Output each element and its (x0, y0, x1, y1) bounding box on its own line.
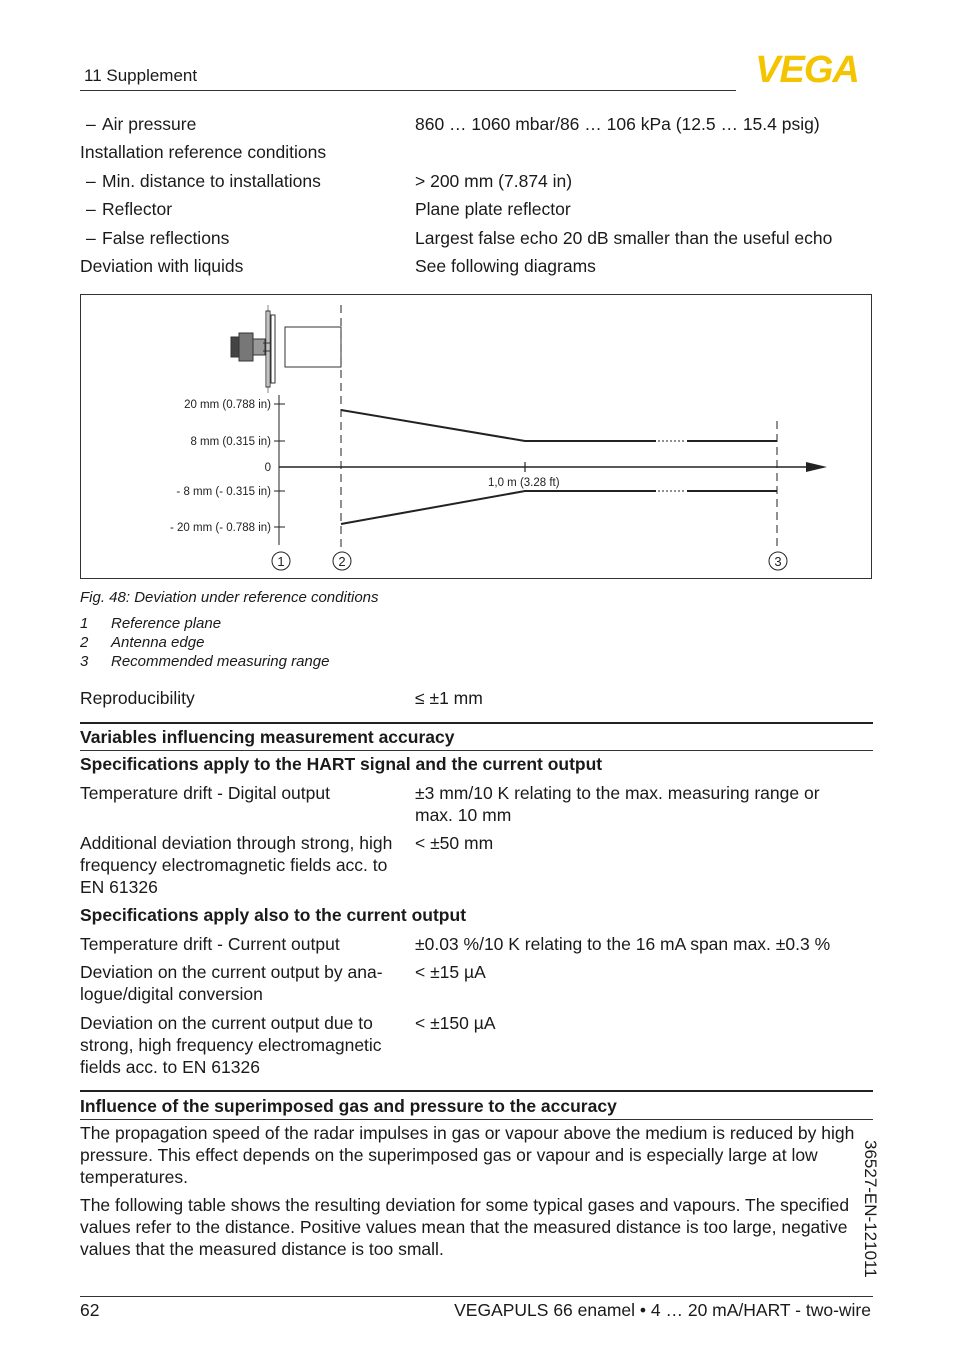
legend-item (80, 614, 221, 633)
marker-3-text: 3 (774, 554, 782, 569)
reproducibility-value: ≤ ±1 mm (415, 688, 483, 708)
figure-frame (80, 294, 872, 579)
vega-logo-text: VEGA (755, 50, 859, 86)
section-title: Variables influencing measurement accuracy (80, 727, 455, 747)
param-label (80, 170, 321, 192)
spec-value: ±0.03 %/10 K relating to the 16 mA span max. ±0.3 % (415, 934, 831, 954)
section-rule (80, 1119, 873, 1120)
y-label-0: 0 (264, 462, 271, 474)
dash: – (86, 171, 96, 191)
y-label-20: 20 mm (0.788 in) (184, 399, 271, 411)
param-label (80, 227, 229, 249)
section-rule (80, 722, 873, 724)
label-text: False reflections (102, 228, 230, 248)
paragraph: The propagation speed of the radar impulses in gas or vapour above the medium is reduced by high pressure. This effect depends on the superimposed gas or vapour and is especially large at low temperatures. (80, 1123, 855, 1187)
legend-text: Reference plane (111, 615, 222, 632)
sensor-icon (231, 305, 341, 393)
param-label: Deviation with liquids (80, 256, 244, 276)
dash: – (86, 199, 96, 219)
footer-product: VEGAPULS 66 enamel • 4 … 20 mA/HART - two-wire (454, 1300, 871, 1320)
spec-label: Deviation on the current output by ana-logue/digital conversion (80, 962, 383, 1004)
param-value: See following diagrams (415, 256, 596, 276)
vega-logo (742, 50, 872, 86)
spec-label: Deviation on the current output due to strong, high frequency electromagnetic fields acc. to EN 61326 (80, 1013, 382, 1077)
header-divider (80, 90, 736, 91)
spec-label: Temperature drift - Current output (80, 934, 340, 954)
param-label (80, 113, 196, 135)
paragraph: The following table shows the resulting deviation for some typical gases and vapours. The specified values refer to the distance. Positive values mean that the measured distance is too large, negative values that the measured distance is too small. (80, 1195, 850, 1259)
section-title: Influence of the superimposed gas and pressure to the accuracy (80, 1096, 617, 1116)
param-value: 860 … 1060 mbar/86 … 106 kPa (12.5 … 15.4 psig) (415, 114, 820, 134)
page-number: 62 (80, 1300, 100, 1320)
marker-2 (333, 552, 351, 570)
lower-deviation-line (341, 491, 656, 524)
y-label-minus-20: - 20 mm (- 0.788 in) (170, 522, 271, 534)
label-text: Air pressure (102, 114, 197, 134)
param-value: Largest false echo 20 dB smaller than the useful echo (415, 228, 833, 248)
legend-text: Antenna edge (111, 634, 205, 651)
spec-label: Additional deviation through strong, high frequency electromagnetic fields acc. to EN 61326 (80, 833, 393, 897)
spec-value: < ±50 mm (415, 833, 494, 853)
section-rule (80, 750, 873, 751)
legend-num: 3 (80, 653, 89, 670)
legend-num: 1 (80, 615, 89, 632)
marker-1 (272, 552, 290, 570)
subsection-title: Specifications apply to the HART signal and the current output (80, 754, 603, 774)
marker-1-text: 1 (277, 554, 285, 569)
label-text: Reflector (102, 199, 173, 219)
footer-divider (80, 1296, 873, 1297)
deviation-diagram (81, 295, 873, 580)
spec-label: Temperature drift - Digital output (80, 783, 330, 803)
y-label-minus-8: - 8 mm (- 0.315 in) (176, 486, 271, 498)
figure-caption: Fig. 48: Deviation under reference conditions (80, 589, 379, 606)
section-header: 11 Supplement (84, 66, 198, 85)
reproducibility-label: Reproducibility (80, 688, 195, 708)
param-value: > 200 mm (7.874 in) (415, 171, 573, 191)
param-label (80, 198, 172, 220)
x-label-1m: 1,0 m (3.28 ft) (488, 477, 560, 489)
section-rule (80, 1090, 873, 1092)
label-text: Min. distance to installations (102, 171, 321, 191)
x-axis-arrow (806, 462, 827, 472)
legend-num: 2 (80, 634, 89, 651)
y-label-8: 8 mm (0.315 in) (190, 436, 271, 448)
param-value: Plane plate reflector (415, 199, 571, 219)
spec-value: ±3 mm/10 K relating to the max. measuring range or max. 10 mm (415, 783, 820, 825)
legend-item (80, 652, 329, 671)
legend-text: Recommended measuring range (111, 653, 330, 670)
subsection-title: Specifications apply also to the current output (80, 905, 467, 925)
param-label: Installation reference conditions (80, 142, 327, 162)
marker-3 (769, 552, 787, 570)
legend-item (80, 633, 204, 652)
document-code: 36527-EN-121011 (861, 1140, 880, 1278)
marker-2-text: 2 (338, 554, 346, 569)
spec-value: < ±150 µA (415, 1013, 496, 1033)
spec-value: < ±15 µA (415, 962, 486, 982)
dash: – (86, 114, 96, 134)
dash: – (86, 228, 96, 248)
upper-deviation-line (341, 410, 656, 441)
